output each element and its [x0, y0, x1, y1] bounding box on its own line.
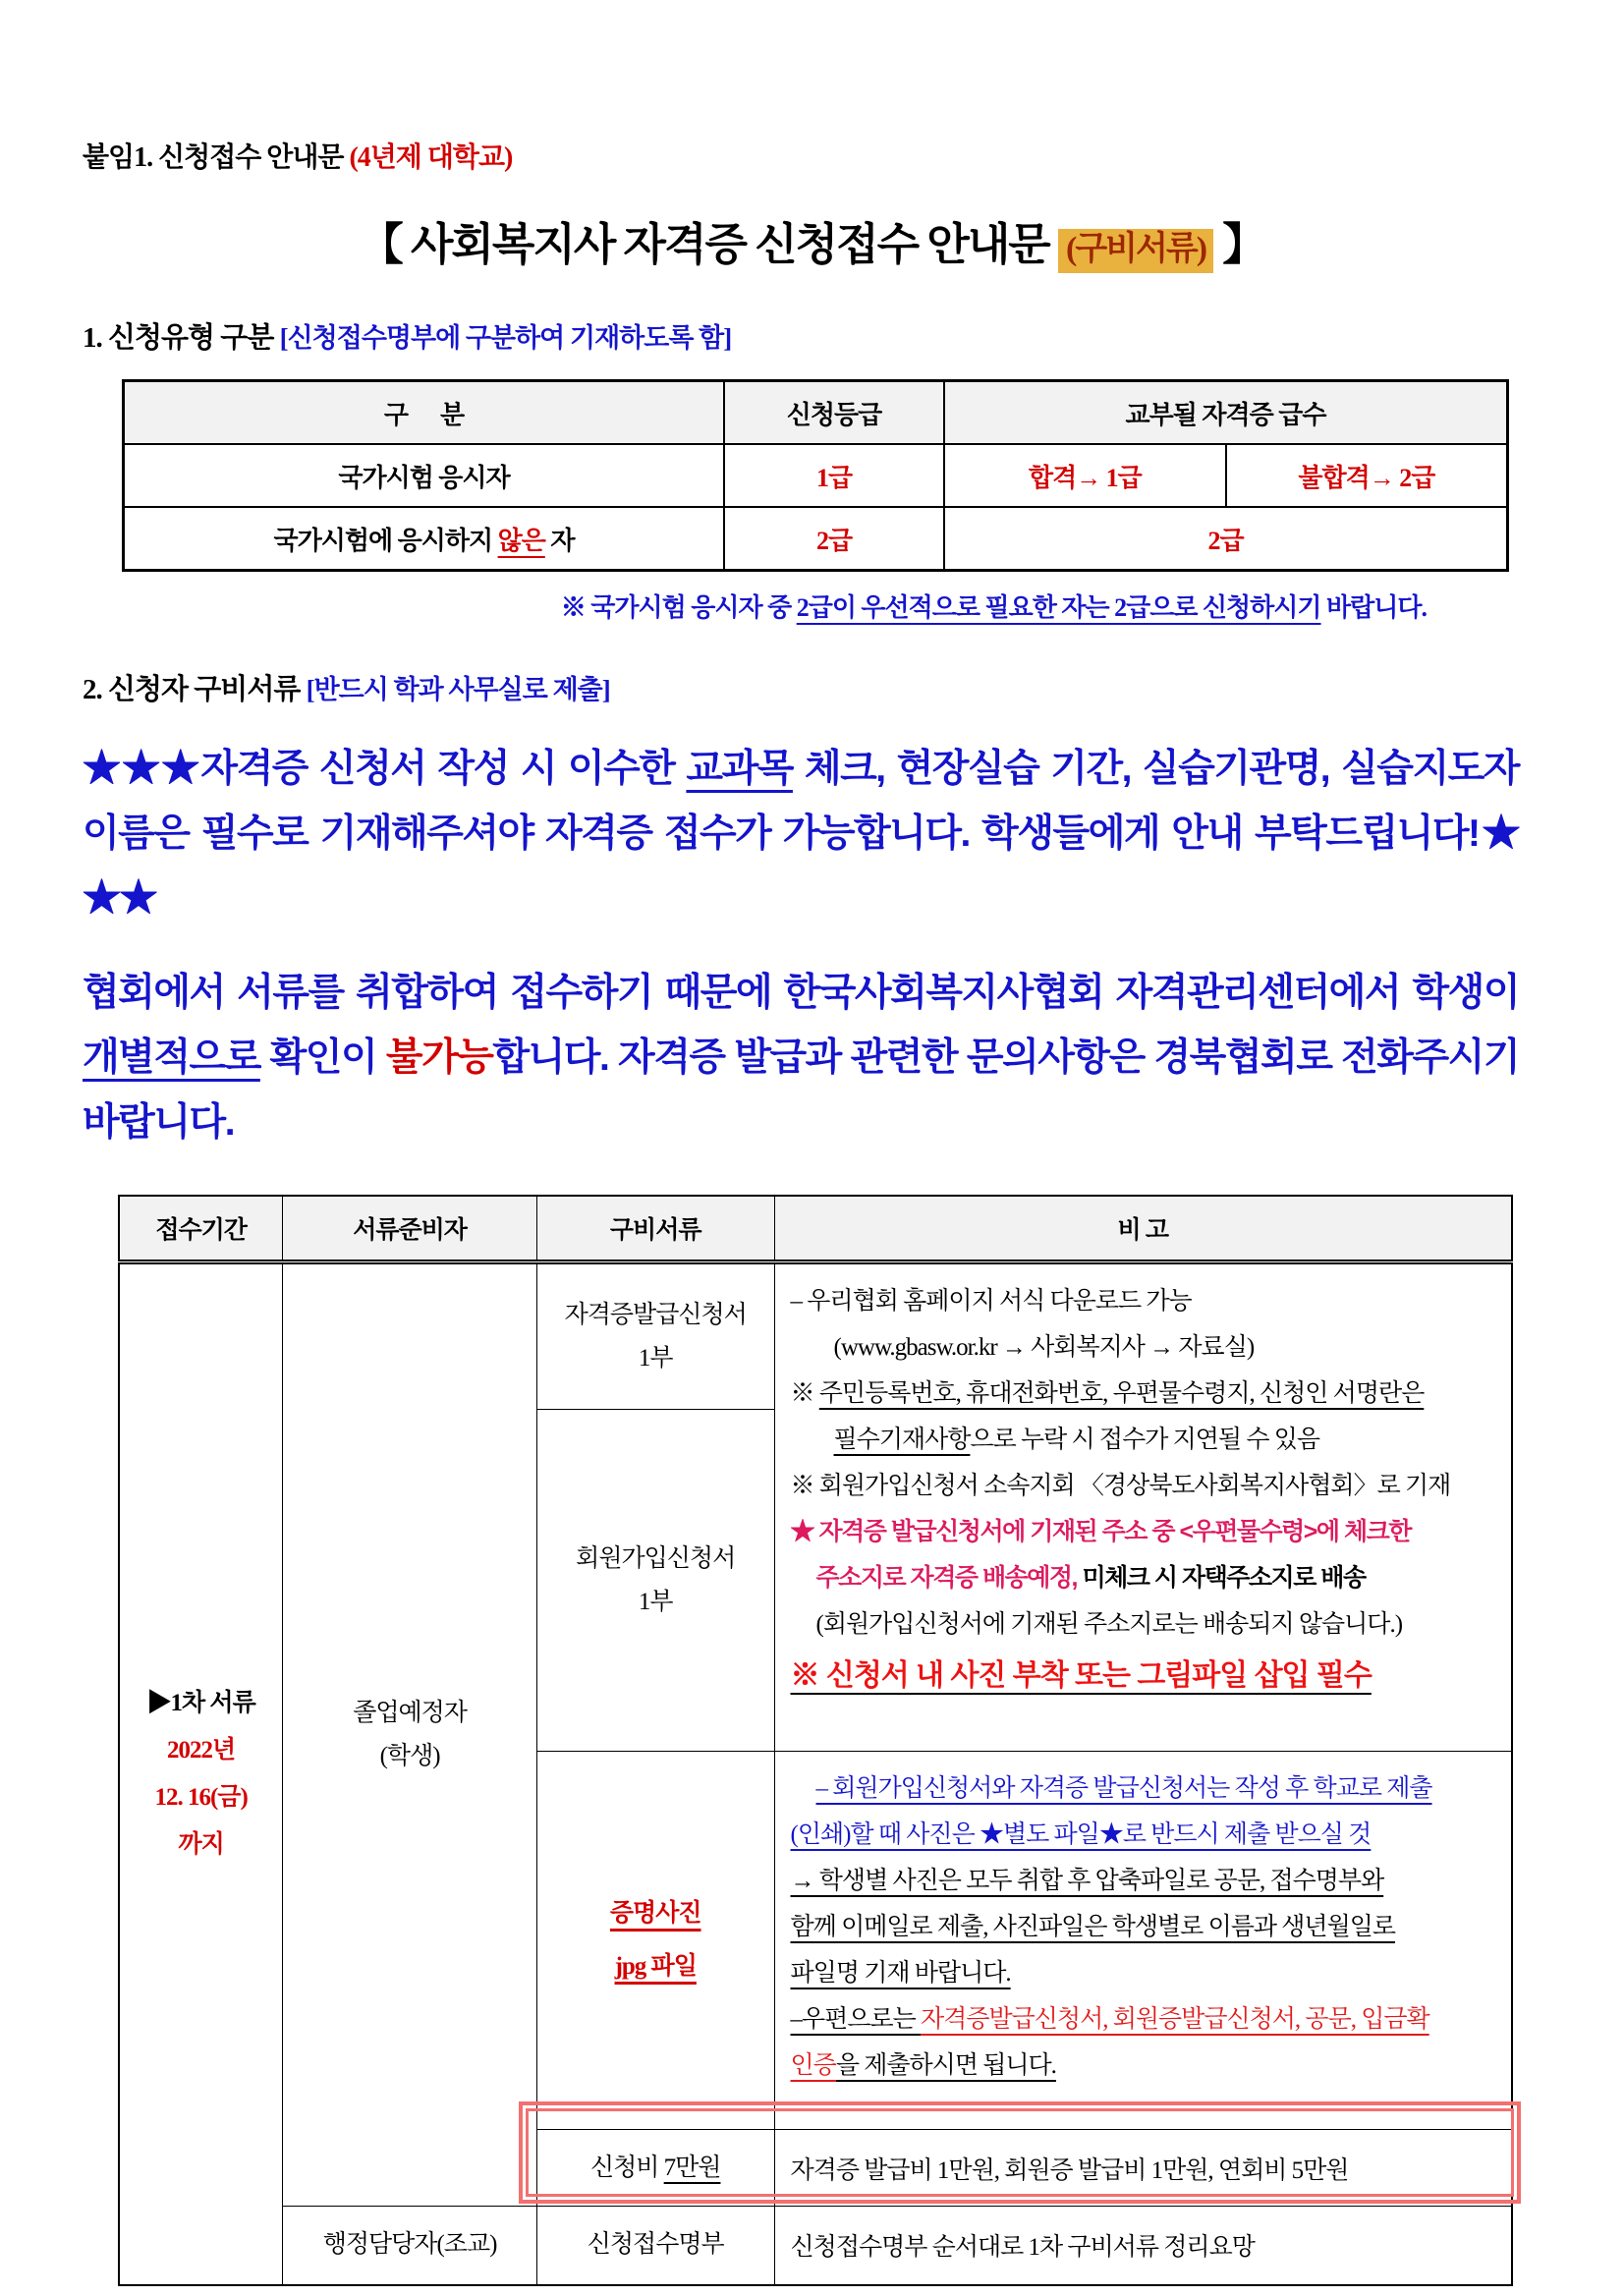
col-header-issued: 교부될 자격증 급수 — [944, 381, 1507, 445]
col-header-category: 구 분 — [124, 381, 725, 445]
col-header-preparer: 서류준비자 — [283, 1196, 537, 1262]
application-type-table — [122, 379, 1509, 572]
section2-heading — [83, 667, 1624, 707]
notice-paragraph-1: ★★★자격증 신청서 작성 시 이수한 교과목 체크, 현장실습 기간, 실습기관명, 실습지도자 이름은 필수로 기재해주셔야 자격증 접수가 가능합니다. 학생들에게 안내 부탁드립니다!★★★ — [83, 748, 1519, 920]
table1-footnote: ※ 국가시험 응시자 중 2급이 우선적으로 필요한 자는 2급으로 신청하시기 바랍니다. — [560, 593, 1427, 622]
section1-heading-note: [신청접수명부에 구분하여 기재하도록 함] — [279, 323, 732, 353]
section1-heading-text: 1. 신청유형 구분 — [83, 322, 280, 354]
cell-remarks-roster: 신청접수명부 순서대로 1차 구비서류 정리요망 — [774, 2207, 1512, 2285]
table-header-row — [124, 381, 1508, 445]
table-row — [119, 1262, 1512, 1410]
cell-preparer-student: 졸업예정자 (학생) — [283, 1262, 537, 2207]
table-row — [119, 2207, 1512, 2285]
cell-remarks-fee: 자격증 발급비 1만원, 회원증 발급비 1만원, 연회비 5만원 — [774, 2130, 1512, 2207]
cell-fail-result: 불합격→ 2급 — [1226, 444, 1508, 507]
table-row — [124, 444, 1508, 507]
cell-grade-2: 2급 — [724, 507, 944, 571]
documents-table-wrapper — [118, 1195, 1513, 2286]
table-header-row — [119, 1196, 1512, 1262]
page-title — [0, 208, 1624, 272]
cell-doc-membership-application: 회원가입신청서 1부 — [536, 1410, 774, 1752]
col-header-remarks: 비 고 — [774, 1196, 1512, 1262]
col-header-grade: 신청등급 — [724, 381, 944, 445]
required-documents-table — [118, 1195, 1513, 2286]
cell-doc-roster: 신청접수명부 — [536, 2207, 774, 2285]
cell-remarks-photo: – 회원가입신청서와 자격증 발급신청서는 작성 후 학교로 제출 (인쇄)할 때 사진은 ★별도 파일★로 반드시 제출 받으실 것 → 학생별 사진은 모두 취합 후 압축파일로 공문, 접수명부와 함께 이메일로 제출, 사진파일은 학생별로 이름과 생년월일로 파일명 기재 바랍니다. –우편으로는 자격증발급신청서, 회원증발급신청서, 공문, 입금확 인증을 제출하시면 됩니다. — [774, 1752, 1512, 2130]
title-highlight: (구비서류) — [1058, 229, 1213, 273]
title-bracket-close: 】 — [1213, 220, 1265, 269]
attachment-line — [83, 136, 1624, 175]
cell-submission-period: ▶1차 서류 2022년 12. 16(금) 까지 — [119, 1262, 283, 2285]
col-header-docs: 구비서류 — [536, 1196, 774, 1262]
title-main: 사회복지사 자격증 신청접수 안내문 — [410, 220, 1059, 269]
cell-remarks-applications: – 우리협회 홈페이지 서식 다운로드 가능 (www.gbasw.or.kr → 사회복지사 → 자료실) ※ 주민등록번호, 휴대전화번호, 우편물수령지, 신청인 서명란은 필수기재사항으로 누락 시 접수가 지연될 수 있음 ※ 회원가입신청서 소속지회 〈경상북도사회복지사협회〉로 기재 ★ 자격증 발급신청서에 기재된 주소 중 <우편물수령>에 체크한 주소지로 자격증 배송예정, 미체크 시 자택주소지로 배송 (회원가입신청서에 기재된 주소지로는 배송되지 않습니다.) ※ 신청서 내 사진 부착 또는 그림파일 삽입 필수 — [774, 1262, 1512, 1752]
col-header-period: 접수기간 — [119, 1196, 283, 1262]
cell-doc-certificate-application: 자격증발급신청서 1부 — [536, 1262, 774, 1410]
table-row — [124, 507, 1508, 571]
cell-issued-2: 2급 — [944, 507, 1507, 571]
cell-doc-fee: 신청비 7만원 — [536, 2130, 774, 2207]
cell-pass-result: 합격→ 1급 — [944, 444, 1226, 507]
cell-preparer-admin: 행정담당자(조교) — [283, 2207, 537, 2285]
attachment-label: 붙임1. 신청접수 안내문 — [83, 142, 350, 173]
section2-heading-text: 2. 신청자 구비서류 — [83, 674, 307, 705]
cell-category-non-examinee: 국가시험에 응시하지 않은 자 — [124, 507, 725, 571]
cell-category-examinee: 국가시험 응시자 — [124, 444, 725, 507]
section2-heading-note: [반드시 학과 사무실로 제출] — [306, 675, 610, 704]
notice-paragraph-2: 협회에서 서류를 취합하여 접수하기 때문에 한국사회복지사협회 자격관리센터에서 학생이 개별적으로 확인이 불가능합니다. 자격증 발급과 관련한 문의사항은 경북협회로 전화주시기 바랍니다. — [83, 972, 1519, 1144]
title-bracket-open: 【 — [359, 220, 411, 269]
section1-heading — [83, 315, 1624, 356]
attachment-note: (4년제 대학교) — [349, 142, 513, 173]
cell-grade-1: 1급 — [724, 444, 944, 507]
cell-doc-photo-jpg: 증명사진 jpg 파일 — [536, 1752, 774, 2130]
